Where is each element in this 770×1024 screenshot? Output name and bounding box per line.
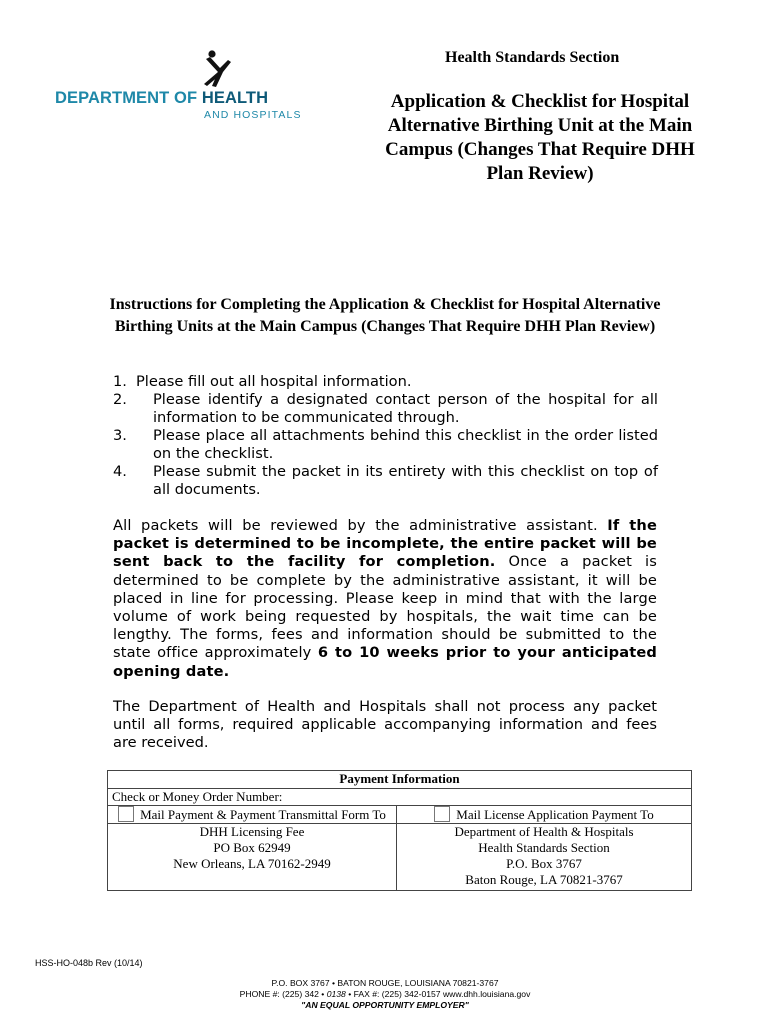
right-address: Department of Health & Hospitals Health Standards Section P.O. Box 3767 Baton Rouge, LA 70821-3767 (397, 824, 692, 891)
footer-contact: PHONE #: (225) 342 • 0138 • FAX #: (225) 342-0157 www.dhh.louisiana.gov (239, 989, 531, 999)
check-number-field[interactable]: Check or Money Order Number: (108, 789, 692, 806)
left-option-label: Mail Payment & Payment Transmittal Form To (140, 807, 386, 822)
payment-table (107, 770, 692, 891)
figure-icon (198, 50, 234, 88)
instruction-steps (113, 373, 658, 499)
list-item: 1. Please fill out all hospital information. (113, 373, 412, 390)
dhh-logo (55, 52, 325, 122)
document-title: Application & Checklist for Hospital Alternative Birthing Unit at the Main Campus (Changes That Require DHH Plan Review) (385, 91, 695, 184)
instructions-title: Instructions for Completing the Application & Checklist for Hospital Alternative Birthing Units at the Main Campus (Changes That Require DHH Plan Review) (109, 296, 661, 335)
footer-eoe: "AN EQUAL OPPORTUNITY EMPLOYER" (301, 1000, 469, 1010)
page-footer (0, 978, 770, 1011)
list-item: 4. Please submit the packet in its entirety with this checklist on top of all documents. (113, 463, 658, 498)
processing-paragraph: The Department of Health and Hospitals shall not process any packet until all forms, required applicable accompanying information and fees are received. (113, 698, 657, 752)
section-label: Health Standards Section (445, 49, 620, 66)
payment-header: Payment Information (108, 771, 692, 789)
list-item: 2. Please identify a designated contact person of the hospital for all information to be communicated through. (113, 391, 658, 426)
review-paragraph: All packets will be reviewed by the administrative assistant. If the packet is determined to be incomplete, the entire packet will be sent back to the facility for completion. Once a packet is determined to be complete by the administrative assistant, it will be placed in line for processing. Please keep in mind that with the large volume of work being requested by hospitals, the wait time can be lengthy. The forms, fees and information should be submitted to the state office approximately 6 to 10 weeks prior to your anticipated opening date. (113, 517, 657, 680)
footer-address: P.O. BOX 3767 • BATON ROUGE, LOUISIANA 70821-3767 (271, 978, 499, 988)
form-id: HSS-HO-048b Rev (10/14) (35, 958, 143, 968)
mail-license-checkbox[interactable] (434, 806, 450, 822)
logo-wordmark: DEPARTMENT OF HEALTH (55, 89, 269, 107)
right-option-cell (397, 806, 692, 824)
mail-payment-checkbox[interactable] (118, 806, 134, 822)
left-address: DHH Licensing Fee PO Box 62949 New Orleans, LA 70162-2949 (108, 824, 397, 891)
list-item: 3. Please place all attachments behind this checklist in the order listed on the checklist. (113, 427, 658, 462)
left-option-cell (108, 806, 397, 824)
logo-subtitle: AND HOSPITALS (204, 109, 302, 121)
right-option-label: Mail License Application Payment To (456, 807, 654, 822)
